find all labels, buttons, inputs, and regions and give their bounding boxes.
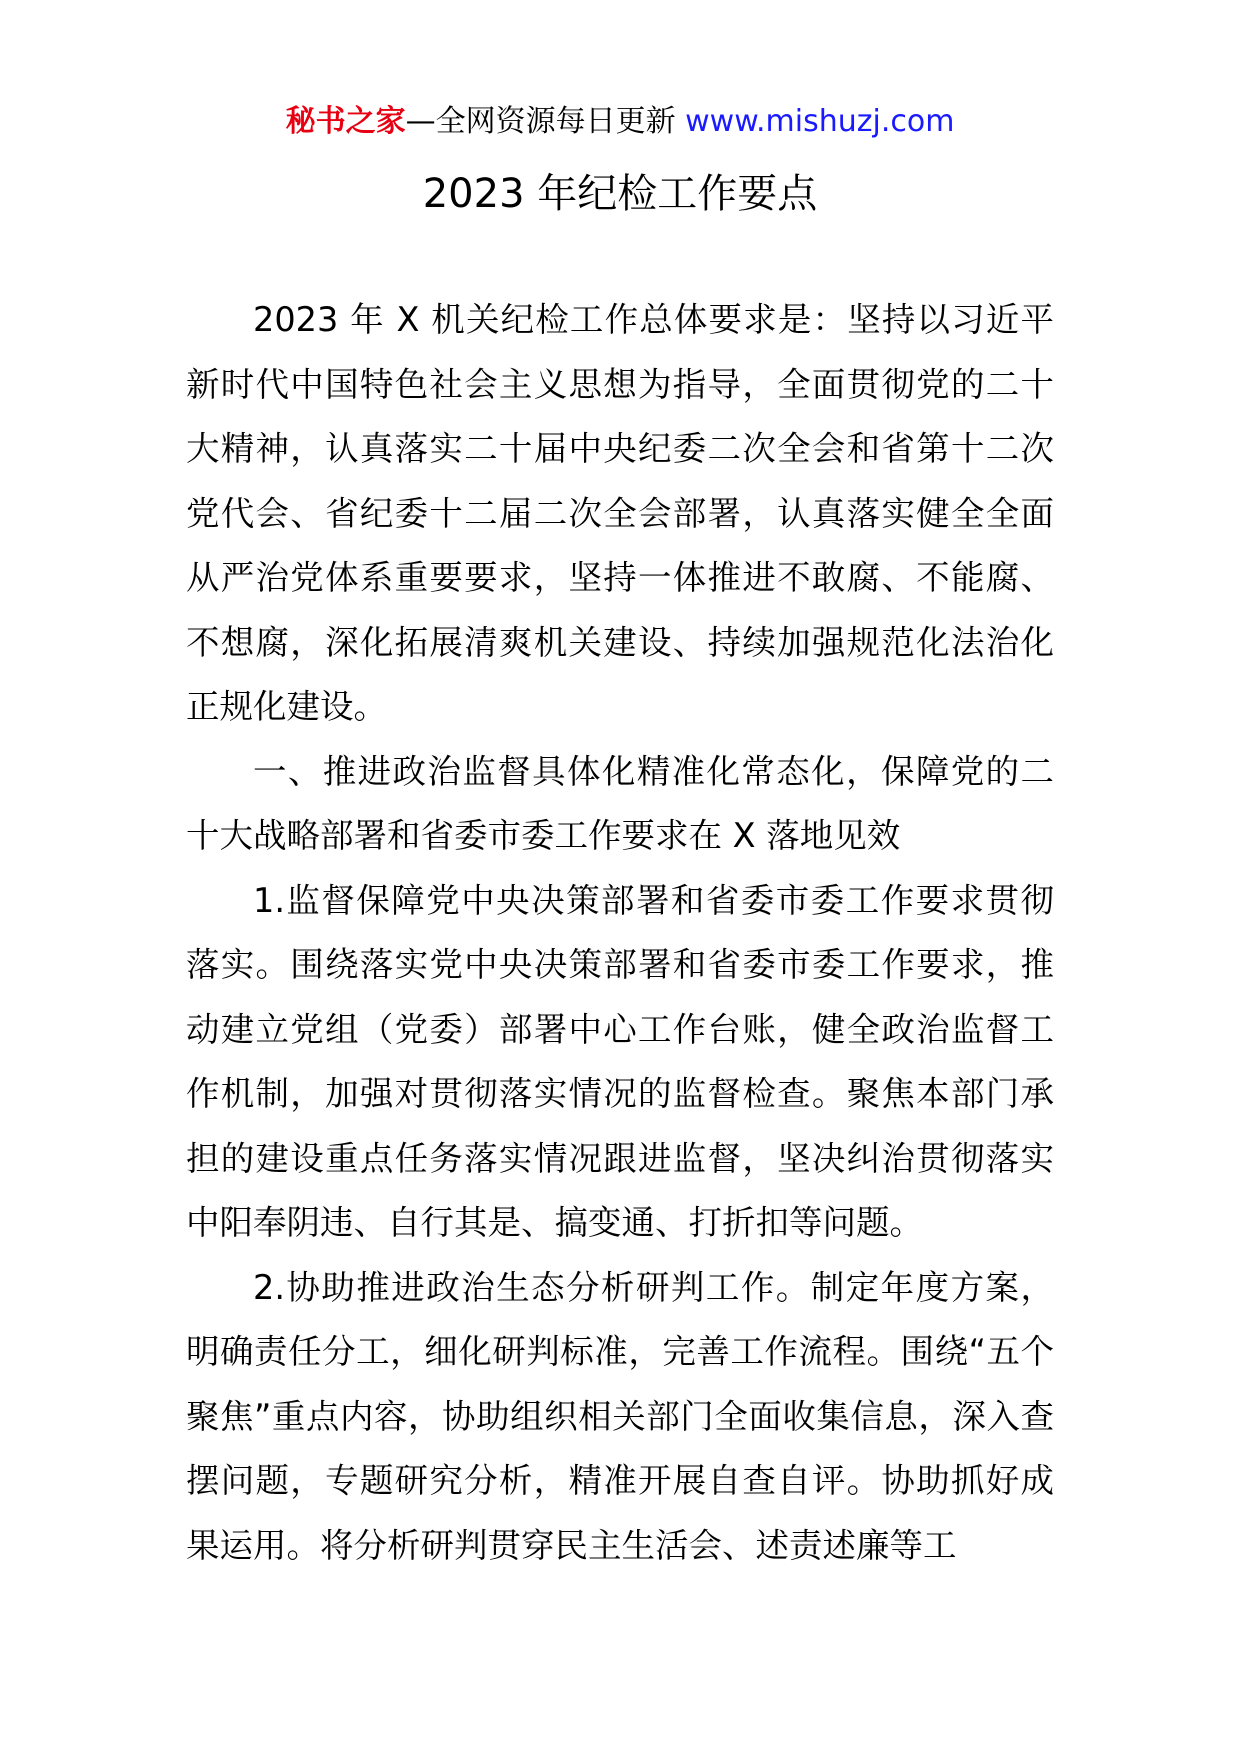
- paragraph-item-1: 1.监督保障党中央决策部署和省委市委工作要求贯彻落实。围绕落实党中央决策部署和省委市委工作要求，推动建立党组（党委）部署中心工作台账，健全政治监督工作机制，加强对贯彻落实情况的监督检查。聚焦本部门承担的建设重点任务落实情况跟进监督，坚决纠治贯彻落实中阳奉阴违、自行其是、搞变通、打折扣等问题。: [186, 880, 1054, 1242]
- header-slogan: —全网资源每日更新: [405, 104, 686, 139]
- document-title: 2023 年纪检工作要点: [422, 171, 818, 217]
- site-url-link[interactable]: www.mishuzj.com: [685, 104, 955, 139]
- document-body: [186, 288, 1054, 1578]
- paragraph-section-heading-1: 一、推进政治监督具体化精准化常态化，保障党的二十大战略部署和省委市委工作要求在 X 落地见效: [186, 751, 1054, 855]
- paragraph-overall-requirements: 2023 年 X 机关纪检工作总体要求是：坚持以习近平新时代中国特色社会主义思想为指导，全面贯彻党的二十大精神，认真落实二十届中央纪委二次全会和省第十二次党代会、省纪委十二届二次全会部署，认真落实健全全面从严治党体系重要要求，坚持一体推进不敢腐、不能腐、不想腐，深化拓展清爽机关建设、持续加强规范化法治化正规化建设。: [186, 300, 1054, 726]
- watermark-header: [0, 100, 1240, 144]
- brand-name: 秘书之家: [285, 104, 406, 139]
- paragraph-item-2: 2.协助推进政治生态分析研判工作。制定年度方案，明确责任分工，细化研判标准，完善工作流程。围绕“五个聚焦”重点内容，协助组织相关部门全面收集信息，深入查摆问题，专题研究分析，精准开展自查自评。协助抓好成果运用。将分析研判贯穿民主生活会、述责述廉等工: [186, 1267, 1054, 1565]
